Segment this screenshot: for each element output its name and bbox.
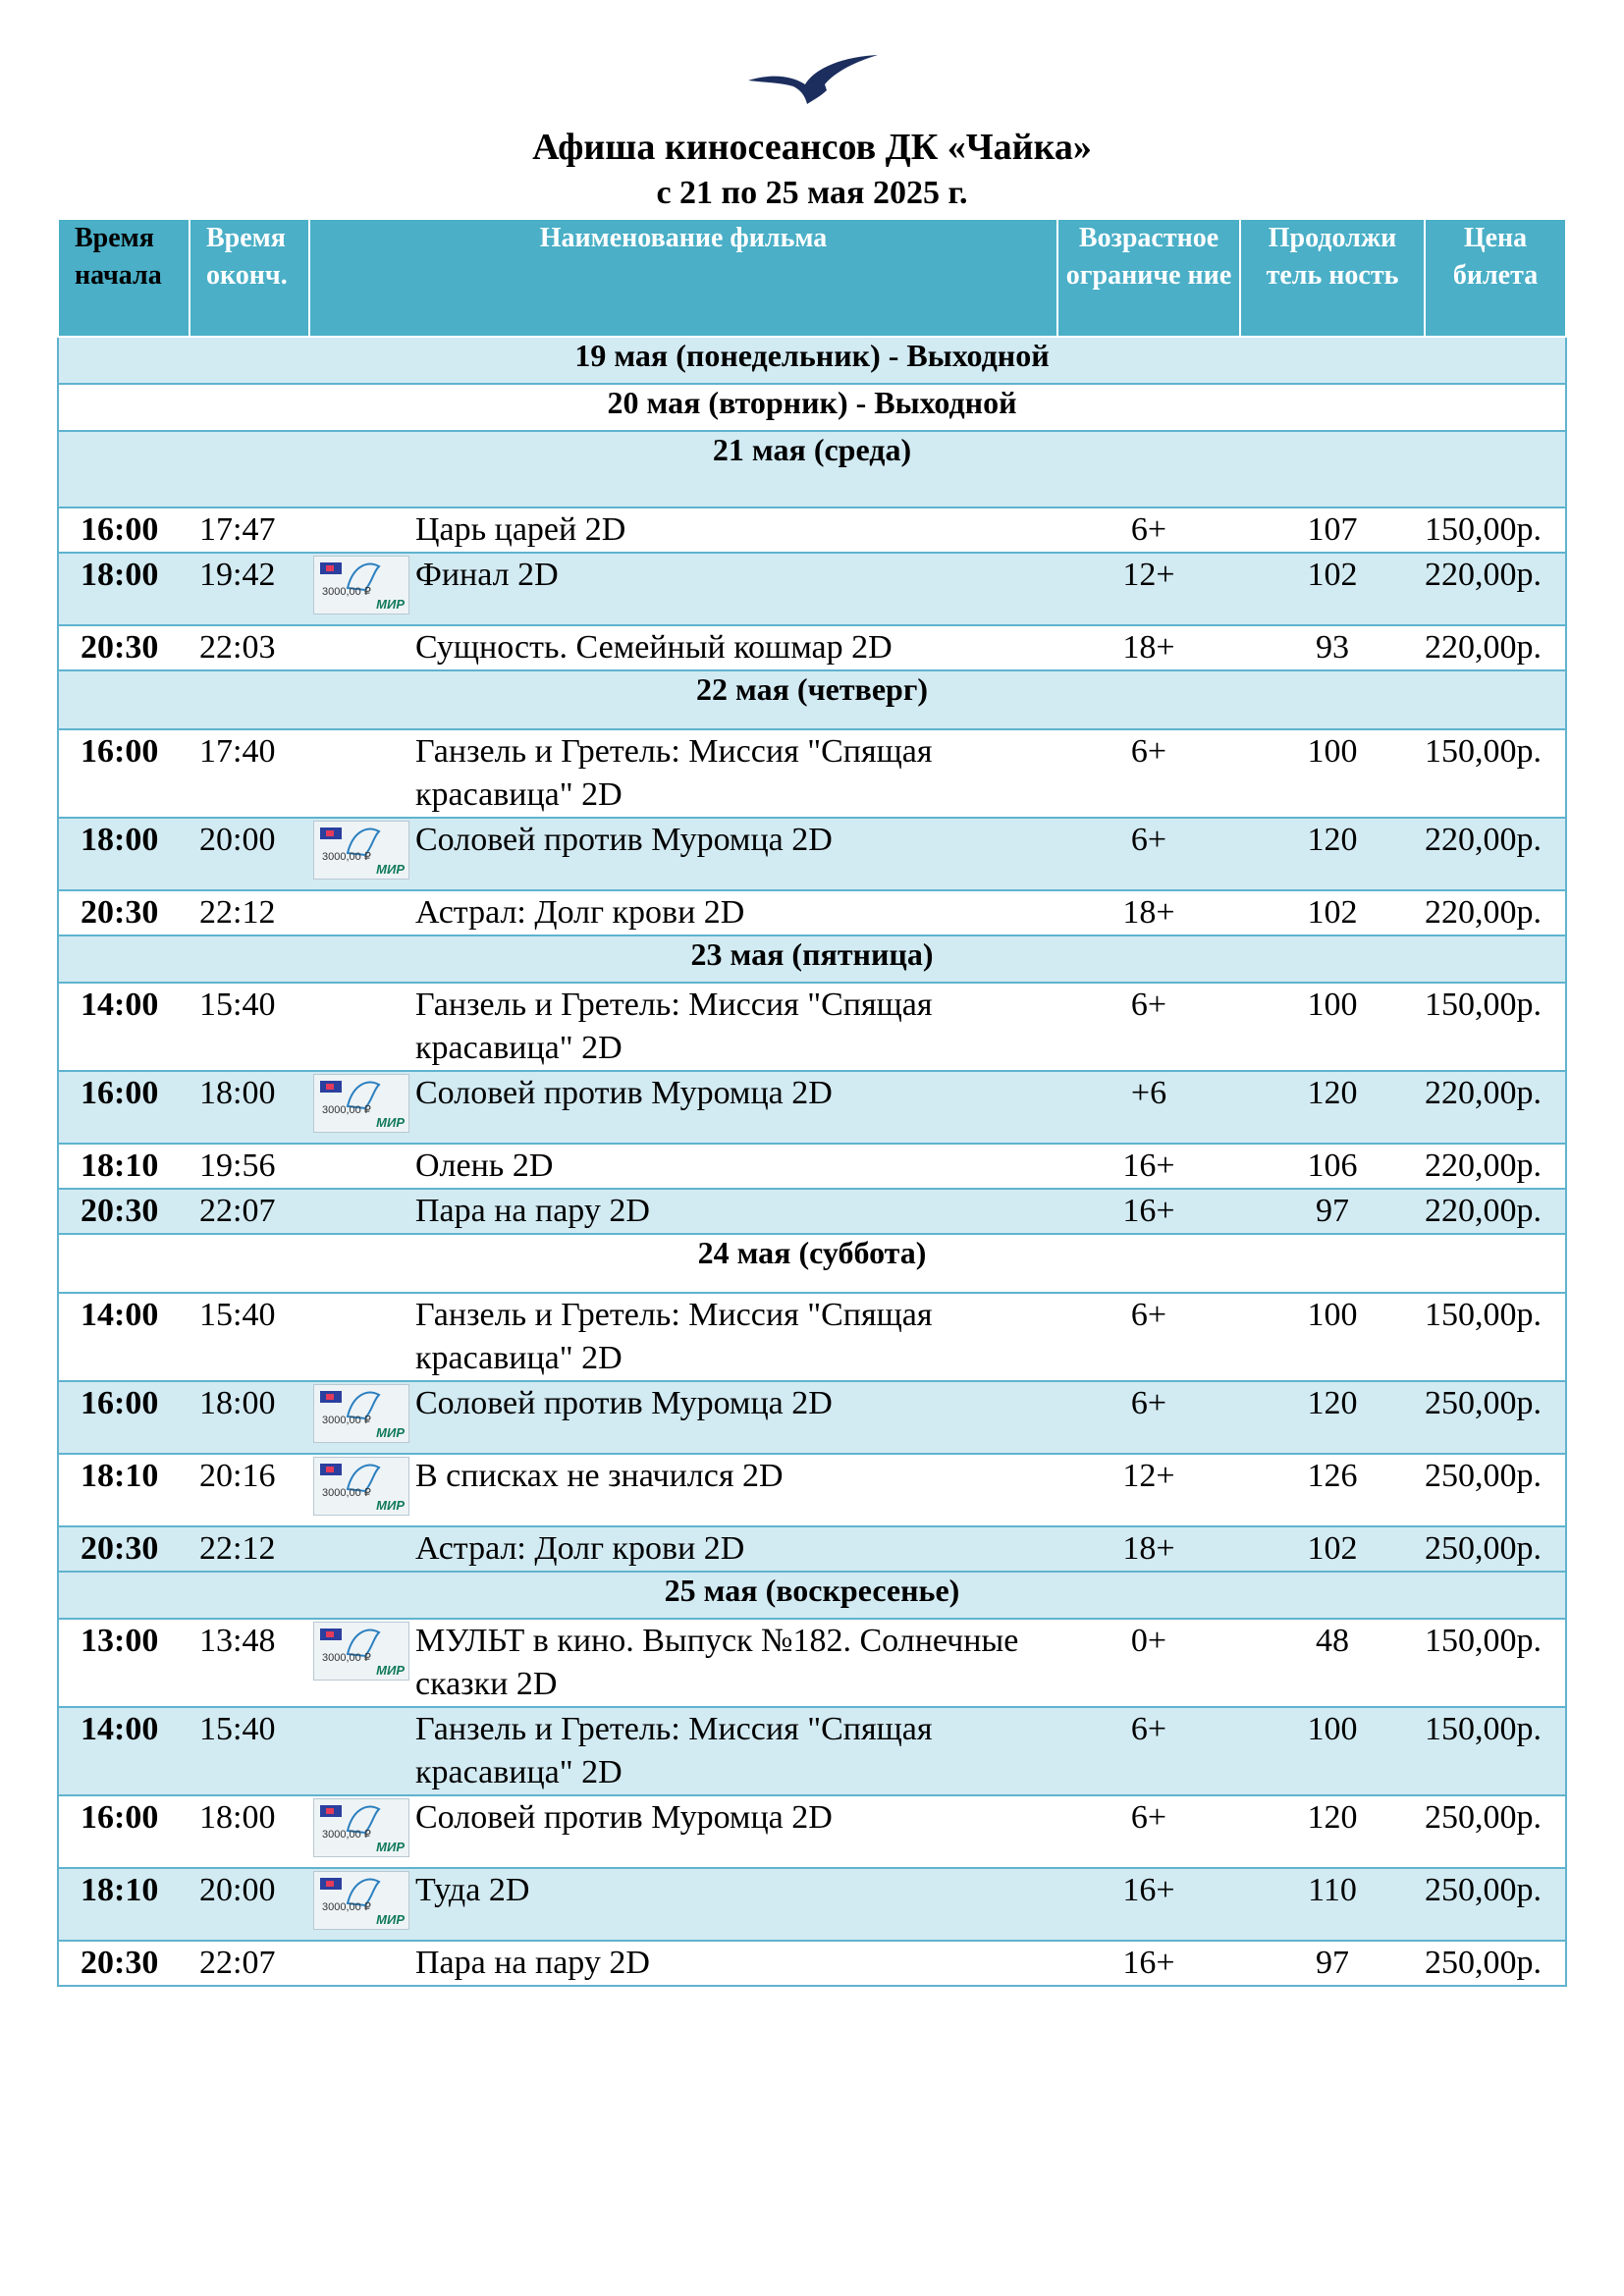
duration: 100 [1240, 1707, 1425, 1795]
card-cell [309, 507, 415, 553]
age-rating: 12+ [1057, 1454, 1240, 1526]
session-row [58, 625, 1566, 670]
age-rating: 6+ [1057, 507, 1240, 553]
ticket-price: 250,00р. [1425, 1526, 1566, 1572]
duration: 120 [1240, 818, 1425, 890]
age-rating: +6 [1057, 1071, 1240, 1144]
film-title: Финал 2D [415, 553, 1057, 625]
seagull-logo [744, 51, 882, 110]
end-time: 18:00 [189, 1071, 309, 1144]
day-row [58, 431, 1566, 507]
session-row [58, 983, 1566, 1071]
day-row [58, 1572, 1566, 1619]
card-cell [309, 1707, 415, 1795]
day-label: 25 мая (воскресенье) [58, 1572, 1566, 1619]
start-time: 14:00 [58, 983, 189, 1071]
start-time: 16:00 [58, 1071, 189, 1144]
duration: 126 [1240, 1454, 1425, 1526]
film-title: Туда 2D [415, 1868, 1057, 1941]
session-row [58, 1619, 1566, 1707]
card-cell [309, 1189, 415, 1234]
card-cell [309, 553, 415, 625]
card-cell [309, 983, 415, 1071]
start-time: 20:30 [58, 890, 189, 935]
header-duration: Продолжи тель ность [1240, 219, 1425, 337]
session-row [58, 1707, 1566, 1795]
ticket-price: 250,00р. [1425, 1941, 1566, 1986]
ticket-price: 220,00р. [1425, 1071, 1566, 1144]
card-brand: МИР [376, 1425, 405, 1440]
age-rating: 18+ [1057, 890, 1240, 935]
start-time: 20:30 [58, 625, 189, 670]
duration: 100 [1240, 983, 1425, 1071]
header-end: Время оконч. [189, 219, 309, 337]
ticket-price: 220,00р. [1425, 553, 1566, 625]
session-row [58, 1071, 1566, 1144]
session-row [58, 1526, 1566, 1572]
start-time: 20:30 [58, 1526, 189, 1572]
table-header [58, 219, 1566, 337]
age-rating: 6+ [1057, 1381, 1240, 1454]
start-time: 18:00 [58, 818, 189, 890]
film-title: Ганзель и Гретель: Миссия "Спящая красавица" 2D [415, 729, 1057, 818]
header-price: Цена билета [1425, 219, 1566, 337]
header-start: Время начала [58, 219, 189, 337]
duration: 100 [1240, 729, 1425, 818]
session-row [58, 818, 1566, 890]
ticket-price: 250,00р. [1425, 1795, 1566, 1868]
pushkin-card-icon [313, 1798, 409, 1857]
card-cell [309, 1795, 415, 1868]
card-amount: 3000,00 ₽ [322, 1652, 371, 1664]
end-time: 17:40 [189, 729, 309, 818]
film-title: Олень 2D [415, 1144, 1057, 1189]
day-row [58, 337, 1566, 384]
end-time: 17:47 [189, 507, 309, 553]
age-rating: 6+ [1057, 729, 1240, 818]
start-time: 16:00 [58, 507, 189, 553]
start-time: 18:10 [58, 1868, 189, 1941]
age-rating: 6+ [1057, 1293, 1240, 1381]
card-brand: МИР [376, 1115, 405, 1130]
card-cell [309, 1293, 415, 1381]
duration: 102 [1240, 1526, 1425, 1572]
start-time: 20:30 [58, 1941, 189, 1986]
film-title: Соловей против Муромца 2D [415, 1071, 1057, 1144]
card-cell [309, 1526, 415, 1572]
header-age: Возрастное ограниче ние [1057, 219, 1240, 337]
pushkin-card-icon [313, 556, 409, 614]
pushkin-card-icon [313, 1074, 409, 1133]
age-rating: 6+ [1057, 1795, 1240, 1868]
start-time: 16:00 [58, 729, 189, 818]
film-title: Астрал: Долг крови 2D [415, 890, 1057, 935]
card-amount: 3000,00 ₽ [322, 586, 371, 598]
film-title: В списках не значился 2D [415, 1454, 1057, 1526]
film-title: Соловей против Муромца 2D [415, 1795, 1057, 1868]
age-rating: 16+ [1057, 1144, 1240, 1189]
end-time: 15:40 [189, 983, 309, 1071]
day-label: 20 мая (вторник) - Выходной [58, 384, 1566, 431]
film-title: Царь царей 2D [415, 507, 1057, 553]
session-row [58, 729, 1566, 818]
card-amount: 3000,00 ₽ [322, 851, 371, 863]
session-row [58, 1381, 1566, 1454]
end-time: 13:48 [189, 1619, 309, 1707]
end-time: 15:40 [189, 1707, 309, 1795]
ticket-price: 150,00р. [1425, 1619, 1566, 1707]
duration: 120 [1240, 1795, 1425, 1868]
day-row [58, 1234, 1566, 1293]
age-rating: 6+ [1057, 1707, 1240, 1795]
session-row [58, 507, 1566, 553]
ticket-price: 150,00р. [1425, 729, 1566, 818]
card-cell [309, 1619, 415, 1707]
session-row [58, 1795, 1566, 1868]
ticket-price: 220,00р. [1425, 1144, 1566, 1189]
day-row [58, 670, 1566, 729]
ticket-price: 150,00р. [1425, 983, 1566, 1071]
film-title: Астрал: Долг крови 2D [415, 1526, 1057, 1572]
end-time: 19:42 [189, 553, 309, 625]
age-rating: 6+ [1057, 983, 1240, 1071]
card-brand: МИР [376, 1498, 405, 1513]
end-time: 22:03 [189, 625, 309, 670]
ticket-price: 250,00р. [1425, 1868, 1566, 1941]
film-title: Ганзель и Гретель: Миссия "Спящая красавица" 2D [415, 1707, 1057, 1795]
duration: 102 [1240, 890, 1425, 935]
duration: 107 [1240, 507, 1425, 553]
card-cell [309, 1144, 415, 1189]
ticket-price: 150,00р. [1425, 1707, 1566, 1795]
pushkin-card-icon [313, 1871, 409, 1930]
duration: 120 [1240, 1071, 1425, 1144]
pushkin-card-icon [313, 1457, 409, 1516]
film-title: Соловей против Муромца 2D [415, 818, 1057, 890]
page-title: Афиша киносеансов ДК «Чайка» [532, 127, 1092, 168]
pushkin-card-icon [313, 821, 409, 880]
start-time: 18:00 [58, 553, 189, 625]
day-label: 24 мая (суббота) [58, 1234, 1566, 1293]
age-rating: 12+ [1057, 553, 1240, 625]
end-time: 22:12 [189, 1526, 309, 1572]
start-time: 14:00 [58, 1707, 189, 1795]
start-time: 16:00 [58, 1381, 189, 1454]
duration: 48 [1240, 1619, 1425, 1707]
card-amount: 3000,00 ₽ [322, 1901, 371, 1913]
age-rating: 16+ [1057, 1189, 1240, 1234]
session-row [58, 1144, 1566, 1189]
age-rating: 6+ [1057, 818, 1240, 890]
card-amount: 3000,00 ₽ [322, 1104, 371, 1116]
film-title: МУЛЬТ в кино. Выпуск №182. Солнечные сказки 2D [415, 1619, 1057, 1707]
card-cell [309, 818, 415, 890]
duration: 93 [1240, 625, 1425, 670]
day-label: 21 мая (среда) [58, 431, 1566, 507]
day-row [58, 935, 1566, 983]
day-label: 22 мая (четверг) [58, 670, 1566, 729]
age-rating: 18+ [1057, 625, 1240, 670]
duration: 110 [1240, 1868, 1425, 1941]
card-cell [309, 1071, 415, 1144]
pushkin-card-icon [313, 1384, 409, 1443]
duration: 100 [1240, 1293, 1425, 1381]
ticket-price: 150,00р. [1425, 1293, 1566, 1381]
duration: 102 [1240, 553, 1425, 625]
session-row [58, 1189, 1566, 1234]
session-row [58, 890, 1566, 935]
card-cell [309, 1381, 415, 1454]
card-brand: МИР [376, 1840, 405, 1854]
ticket-price: 250,00р. [1425, 1454, 1566, 1526]
film-title: Ганзель и Гретель: Миссия "Спящая красавица" 2D [415, 1293, 1057, 1381]
card-cell [309, 1454, 415, 1526]
date-range: с 21 по 25 мая 2025 г. [656, 175, 968, 211]
film-title: Сущность. Семейный кошмар 2D [415, 625, 1057, 670]
session-row [58, 1868, 1566, 1941]
session-row [58, 553, 1566, 625]
card-amount: 3000,00 ₽ [322, 1829, 371, 1841]
end-time: 22:07 [189, 1941, 309, 1986]
start-time: 18:10 [58, 1144, 189, 1189]
end-time: 19:56 [189, 1144, 309, 1189]
end-time: 20:00 [189, 818, 309, 890]
start-time: 20:30 [58, 1189, 189, 1234]
end-time: 15:40 [189, 1293, 309, 1381]
card-brand: МИР [376, 1663, 405, 1678]
end-time: 18:00 [189, 1381, 309, 1454]
card-cell [309, 625, 415, 670]
age-rating: 16+ [1057, 1868, 1240, 1941]
duration: 97 [1240, 1941, 1425, 1986]
ticket-price: 220,00р. [1425, 625, 1566, 670]
card-brand: МИР [376, 1912, 405, 1927]
card-cell [309, 729, 415, 818]
end-time: 18:00 [189, 1795, 309, 1868]
start-time: 18:10 [58, 1454, 189, 1526]
start-time: 14:00 [58, 1293, 189, 1381]
start-time: 16:00 [58, 1795, 189, 1868]
age-rating: 18+ [1057, 1526, 1240, 1572]
start-time: 13:00 [58, 1619, 189, 1707]
schedule-table [57, 218, 1567, 1987]
end-time: 20:00 [189, 1868, 309, 1941]
age-rating: 0+ [1057, 1619, 1240, 1707]
duration: 97 [1240, 1189, 1425, 1234]
ticket-price: 220,00р. [1425, 1189, 1566, 1234]
duration: 106 [1240, 1144, 1425, 1189]
day-label: 19 мая (понедельник) - Выходной [58, 337, 1566, 384]
ticket-price: 220,00р. [1425, 890, 1566, 935]
header-film: Наименование фильма [309, 219, 1057, 337]
session-row [58, 1293, 1566, 1381]
card-brand: МИР [376, 862, 405, 877]
ticket-price: 150,00р. [1425, 507, 1566, 553]
film-title: Пара на пару 2D [415, 1941, 1057, 1986]
film-title: Пара на пару 2D [415, 1189, 1057, 1234]
card-brand: МИР [376, 597, 405, 612]
end-time: 22:07 [189, 1189, 309, 1234]
card-cell [309, 1941, 415, 1986]
age-rating: 16+ [1057, 1941, 1240, 1986]
end-time: 20:16 [189, 1454, 309, 1526]
session-row [58, 1941, 1566, 1986]
ticket-price: 250,00р. [1425, 1381, 1566, 1454]
day-row [58, 384, 1566, 431]
film-title: Ганзель и Гретель: Миссия "Спящая красавица" 2D [415, 983, 1057, 1071]
duration: 120 [1240, 1381, 1425, 1454]
card-cell [309, 890, 415, 935]
end-time: 22:12 [189, 890, 309, 935]
film-title: Соловей против Муромца 2D [415, 1381, 1057, 1454]
card-amount: 3000,00 ₽ [322, 1415, 371, 1426]
pushkin-card-icon [313, 1622, 409, 1681]
ticket-price: 220,00р. [1425, 818, 1566, 890]
session-row [58, 1454, 1566, 1526]
card-cell [309, 1868, 415, 1941]
card-amount: 3000,00 ₽ [322, 1487, 371, 1499]
day-label: 23 мая (пятница) [58, 935, 1566, 983]
